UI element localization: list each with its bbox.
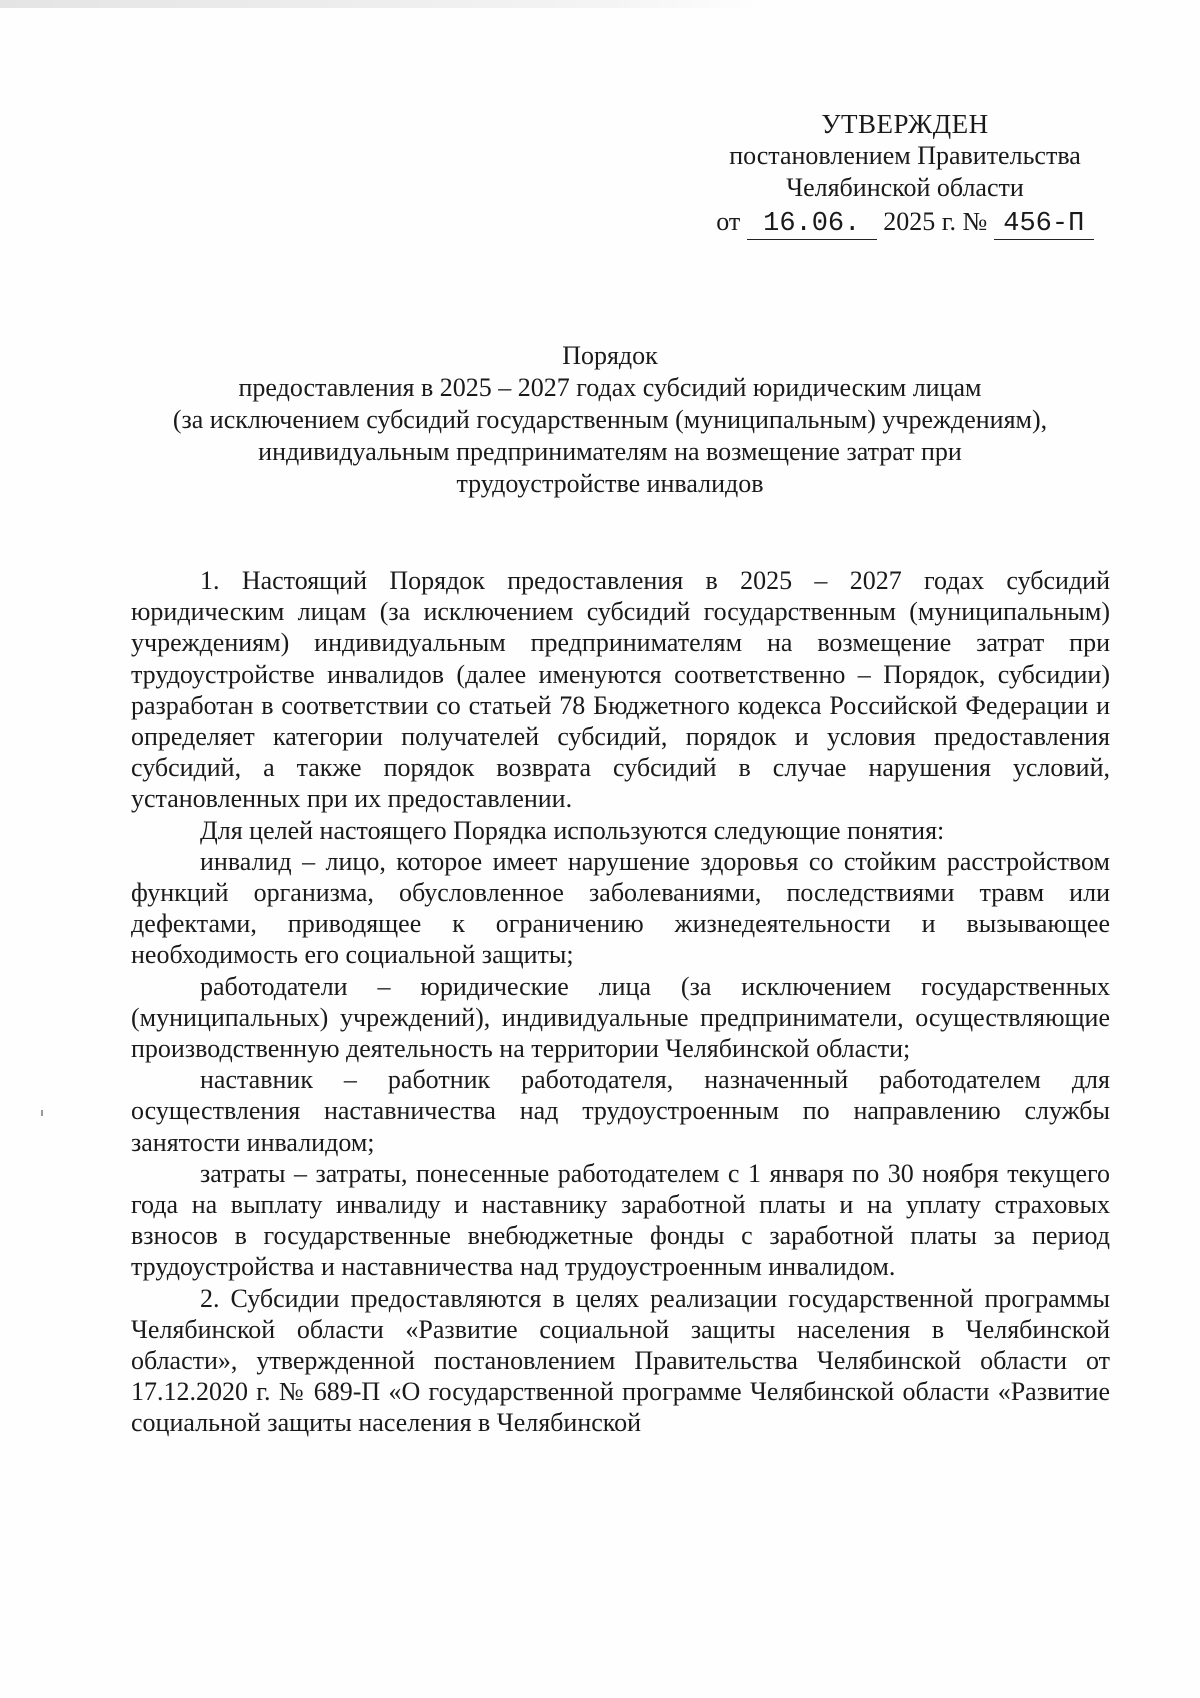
- number-filled: 456-П: [994, 209, 1094, 240]
- scan-speck: [41, 1110, 43, 1116]
- document-body: [131, 565, 1110, 1439]
- subtitle-line: трудоустройстве инвалидов: [456, 469, 764, 498]
- approval-line-2: Челябинской области: [786, 173, 1024, 202]
- paragraph: наставник – работник работодателя, назначенный работодателем для осуществления наставничества над трудоустроенным по направлению службы занятости инвалидом;: [131, 1065, 1110, 1157]
- paragraph: Для целей настоящего Порядка используются следующие понятия:: [200, 815, 945, 845]
- paragraph: 2. Субсидии предоставляются в целях реализации государственной программы Челябинской области «Развитие социальной защиты населения в Челябинской области», утвержденной постановлением Правительства Челябинской области от 17.12.2020 г. № 689-П «О государственной программе Челябинской области «Развитие социальной защиты населения в Челябинской: [131, 1283, 1110, 1438]
- approval-title: УТВЕРЖДЕН: [821, 109, 989, 139]
- paragraph: затраты – затраты, понесенные работодателем с 1 января по 30 ноября текущего года на выплату инвалиду и наставнику заработной платы и на уплату страховых взносов в государственные внебюджетные фонды с заработной платы за период трудоустройства и наставничества над трудоустроенным инвалидом.: [131, 1158, 1110, 1282]
- subtitle-line: индивидуальным предпринимателям на возмещение затрат при: [258, 437, 962, 466]
- date-prefix: от: [716, 207, 741, 236]
- scan-edge-shadow: [0, 0, 760, 8]
- paragraph: работодатели – юридические лица (за исключением государственных (муниципальных) учреждений), индивидуальные предприниматели, осуществляющие производственную деятельность на территории Челябинской области;: [131, 971, 1110, 1064]
- approval-line-1: постановлением Правительства: [729, 141, 1081, 170]
- year-text: 2025 г. №: [883, 207, 988, 236]
- date-filled: 16.06.: [747, 209, 877, 240]
- document-title-block: [120, 340, 1100, 500]
- approval-date-line: [690, 206, 1120, 240]
- document-title: Порядок: [562, 341, 658, 370]
- paragraph: инвалид – лицо, которое имеет нарушение здоровья со стойким расстройством функций организма, обусловленное заболеваниями, последствиями травм или дефектами, приводящее к ограничению жизнедеятельности и вызывающее необходимость его социальной защиты;: [131, 846, 1110, 970]
- approval-block: [690, 108, 1120, 240]
- subtitle-line: предоставления в 2025 – 2027 годах субсидий юридическим лицам: [238, 373, 982, 402]
- subtitle-line: (за исключением субсидий государственным (муниципальным) учреждениям),: [172, 405, 1048, 434]
- paragraph: 1. Настоящий Порядок предоставления в 2025 – 2027 годах субсидий юридическим лицам (за исключением субсидий государственным (муниципальным) учреждениям) индивидуальным предпринимателям на возмещение затрат при трудоустройстве инвалидов (далее именуются соответственно – Порядок, субсидии) разработан в соответствии со статьей 78 Бюджетного кодекса Российской Федерации и определяет категории получателей субсидий, порядок и условия предоставления субсидий, а также порядок возврата субсидий в случае нарушения условий, установленных при их предоставлении.: [131, 566, 1110, 814]
